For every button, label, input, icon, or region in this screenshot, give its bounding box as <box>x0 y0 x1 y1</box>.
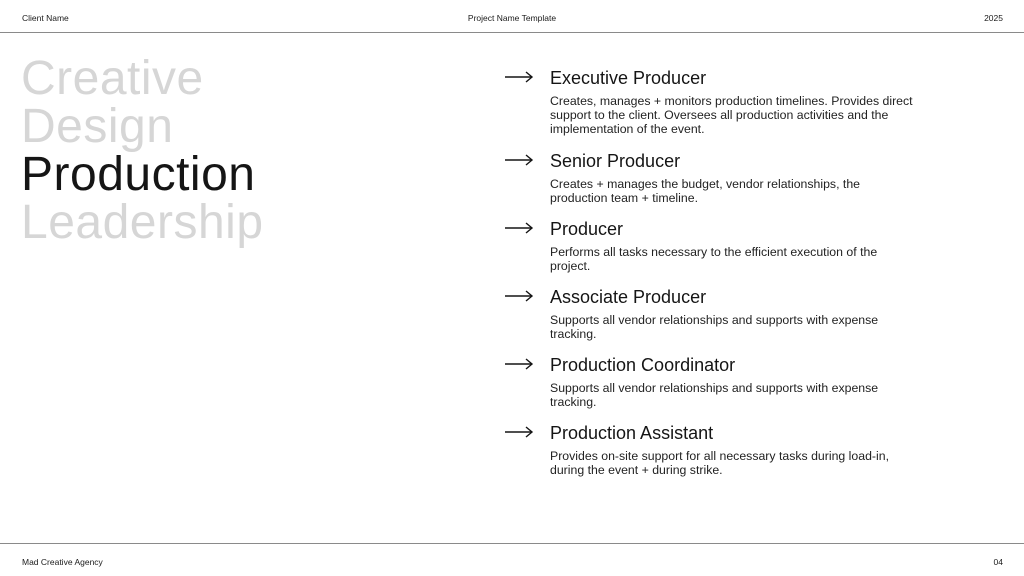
arrow-right-icon <box>504 70 534 84</box>
project-name: Project Name Template <box>467 13 557 23</box>
headline-word-design: Design <box>21 100 174 153</box>
role-title: Production Coordinator <box>550 355 736 375</box>
footer-bar <box>0 543 1024 576</box>
headline-word-production: Production <box>21 148 256 201</box>
year-label: 2025 <box>984 13 1003 23</box>
role-title: Producer <box>550 219 624 239</box>
arrow-right-icon <box>504 153 534 167</box>
role-description: Supports all vendor relationships and supports with expense tracking. <box>550 381 879 409</box>
role-title: Senior Producer <box>550 151 681 171</box>
arrow-right-icon <box>504 357 534 371</box>
role-description: Creates, manages + monitors production timelines. Provides direct support to the client. Oversees all production activities and the implementation of the event. <box>550 94 913 136</box>
role-title: Associate Producer <box>550 287 707 307</box>
header-bar <box>0 0 1024 33</box>
headline-word-creative: Creative <box>21 52 204 105</box>
role-description: Creates + manages the budget, vendor relationships, the production team + timeline. <box>550 177 861 205</box>
arrow-right-icon <box>504 289 534 303</box>
role-title: Executive Producer <box>550 68 707 88</box>
arrow-right-icon <box>504 425 534 439</box>
arrow-right-icon <box>504 221 534 235</box>
role-description: Supports all vendor relationships and supports with expense tracking. <box>550 313 879 341</box>
agency-name: Mad Creative Agency <box>22 557 103 567</box>
client-name: Client Name <box>22 13 69 23</box>
headline-word-leadership: Leadership <box>21 196 264 249</box>
headline-word-list <box>21 52 264 249</box>
page-number: 04 <box>993 557 1003 567</box>
role-title: Production Assistant <box>550 423 714 443</box>
role-description: Provides on-site support for all necessary tasks during load-in, during the event + during strike. <box>550 449 890 477</box>
role-description: Performs all tasks necessary to the efficient execution of the project. <box>550 245 878 273</box>
